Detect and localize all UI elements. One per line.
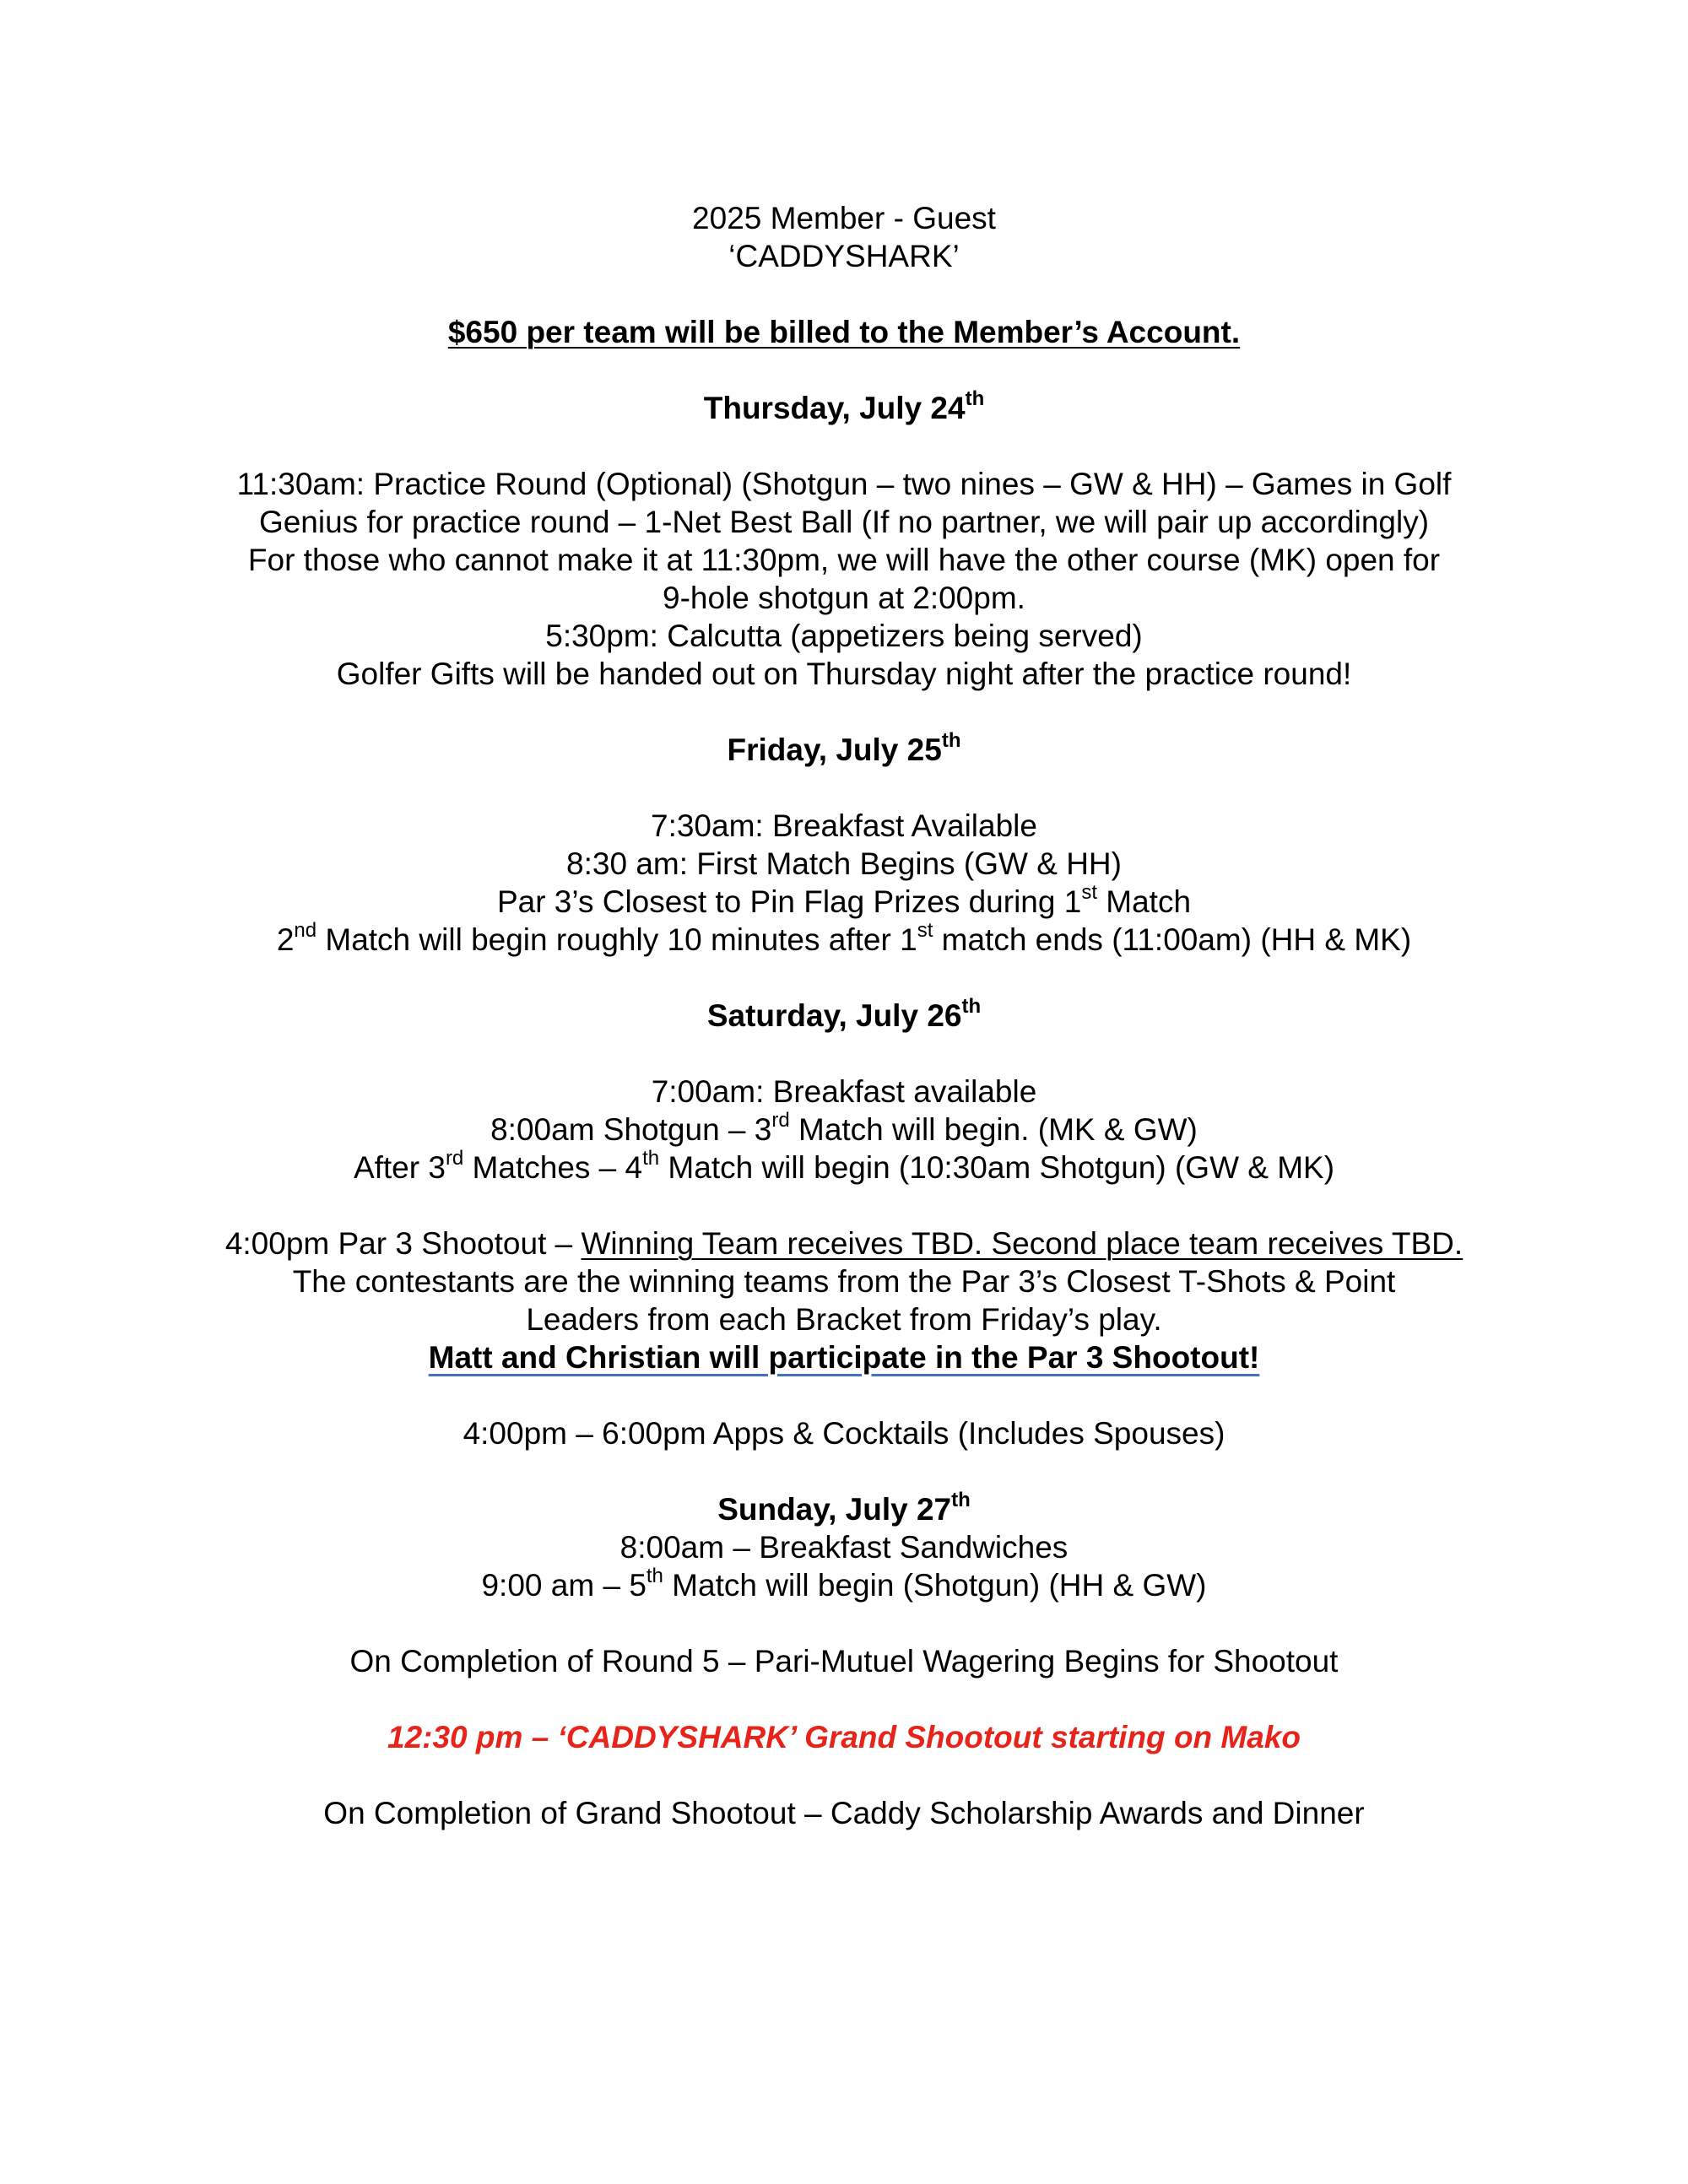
fourth-match-line <box>169 1149 1519 1187</box>
par3-text-end: Match <box>1096 884 1192 919</box>
grand-shootout-line: 12:30 pm – ‘CADDYSHARK’ Grand Shootout starting on Mako <box>387 1720 1301 1754</box>
fee-text: $650 per team will be billed to the Member’s Account. <box>447 315 1241 349</box>
fourth-match-text: After 3 <box>353 1150 446 1185</box>
saturday-heading-text: Saturday, July 26 <box>706 998 962 1033</box>
sunday-heading-text: Sunday, July 27 <box>717 1492 952 1527</box>
fifth-match-line <box>169 1566 1519 1604</box>
practice-line-1: 11:30am: Practice Round (Optional) (Shotgun – two nines – GW & HH) – Games in Golf <box>236 467 1452 501</box>
contestants-line-1: The contestants are the winning teams from the Par 3’s Closest T-Shots & Point <box>292 1264 1396 1299</box>
second-match-text: Match will begin roughly 10 minutes after 1 <box>316 922 917 957</box>
par3-text: Par 3’s Closest to Pin Flag Prizes during 1 <box>496 884 1082 919</box>
third-match-line <box>169 1111 1519 1149</box>
friday-heading-sup: th <box>941 729 961 752</box>
fourth-match-text-end: Match will begin (10:30am Shotgun) (GW & MK) <box>659 1150 1335 1185</box>
second-match-line <box>169 921 1519 959</box>
par3-sup: st <box>1081 881 1097 904</box>
fourth-match-sup-2: th <box>642 1147 660 1170</box>
fee-notice <box>169 313 1519 351</box>
par3-shootout-text: 4:00pm Par 3 Shootout – <box>225 1226 582 1261</box>
participants-line <box>169 1338 1519 1376</box>
cocktails-line: 4:00pm – 6:00pm Apps & Cocktails (Includes Spouses) <box>463 1416 1225 1451</box>
gifts-line: Golfer Gifts will be handed out on Thursday night after the practice round! <box>336 657 1352 691</box>
friday-breakfast: 7:30am: Breakfast Available <box>651 808 1037 843</box>
participants-text: Matt and Christian will participate in the Par 3 Shootout! <box>428 1340 1260 1375</box>
practice-line-2: Genius for practice round – 1-Net Best Ball (If no partner, we will pair up accordingly) <box>258 505 1430 539</box>
third-match-sup: rd <box>771 1109 790 1132</box>
fifth-match-text-end: Match will begin (Shotgun) (HH & GW) <box>663 1568 1207 1603</box>
second-match-num: 2 <box>276 922 295 957</box>
event-subtitle: ‘CADDYSHARK’ <box>728 239 960 273</box>
schedule-document <box>169 199 1519 1832</box>
par3-shootout-line <box>169 1224 1519 1262</box>
second-match-sup: nd <box>294 919 317 942</box>
wagering-line: On Completion of Round 5 – Pari-Mutuel Wagering Begins for Shootout <box>349 1644 1339 1679</box>
sunday-breakfast: 8:00am – Breakfast Sandwiches <box>619 1530 1069 1565</box>
alt-line-2: 9-hole shotgun at 2:00pm. <box>663 581 1025 615</box>
awards-line: On Completion of Grand Shootout – Caddy Scholarship Awards and Dinner <box>323 1796 1365 1830</box>
thursday-heading-text: Thursday, July 24 <box>703 391 966 425</box>
third-match-text: 8:00am Shotgun – 3 <box>490 1112 772 1147</box>
par3-shootout-prize: Winning Team receives TBD. Second place team receives TBD. <box>581 1226 1463 1261</box>
friday-heading-text: Friday, July 25 <box>727 733 942 767</box>
par3-prizes-line <box>169 883 1519 921</box>
saturday-heading-sup: th <box>961 995 982 1018</box>
saturday-breakfast: 7:00am: Breakfast available <box>651 1074 1037 1109</box>
third-match-text-end: Match will begin. (MK & GW) <box>789 1112 1198 1147</box>
fourth-match-sup: rd <box>445 1147 464 1170</box>
first-match-line: 8:30 am: First Match Begins (GW & HH) <box>566 846 1122 881</box>
friday-heading <box>169 731 1519 769</box>
sunday-heading <box>169 1490 1519 1528</box>
second-match-text-end: match ends (11:00am) (HH & MK) <box>933 922 1412 957</box>
thursday-heading <box>169 389 1519 427</box>
fifth-match-text: 9:00 am – 5 <box>481 1568 647 1603</box>
thursday-heading-sup: th <box>965 387 985 410</box>
event-title: 2025 Member - Guest <box>692 201 996 235</box>
contestants-line-2: Leaders from each Bracket from Friday’s play. <box>526 1302 1162 1337</box>
saturday-heading <box>169 997 1519 1035</box>
second-match-sup-2: st <box>917 919 933 942</box>
calcutta-line: 5:30pm: Calcutta (appetizers being served) <box>545 619 1143 653</box>
fifth-match-sup: th <box>646 1565 663 1587</box>
fourth-match-text-mid: Matches – 4 <box>463 1150 643 1185</box>
sunday-heading-sup: th <box>951 1489 971 1511</box>
alt-line-1: For those who cannot make it at 11:30pm, we will have the other course (MK) open for <box>247 543 1441 577</box>
